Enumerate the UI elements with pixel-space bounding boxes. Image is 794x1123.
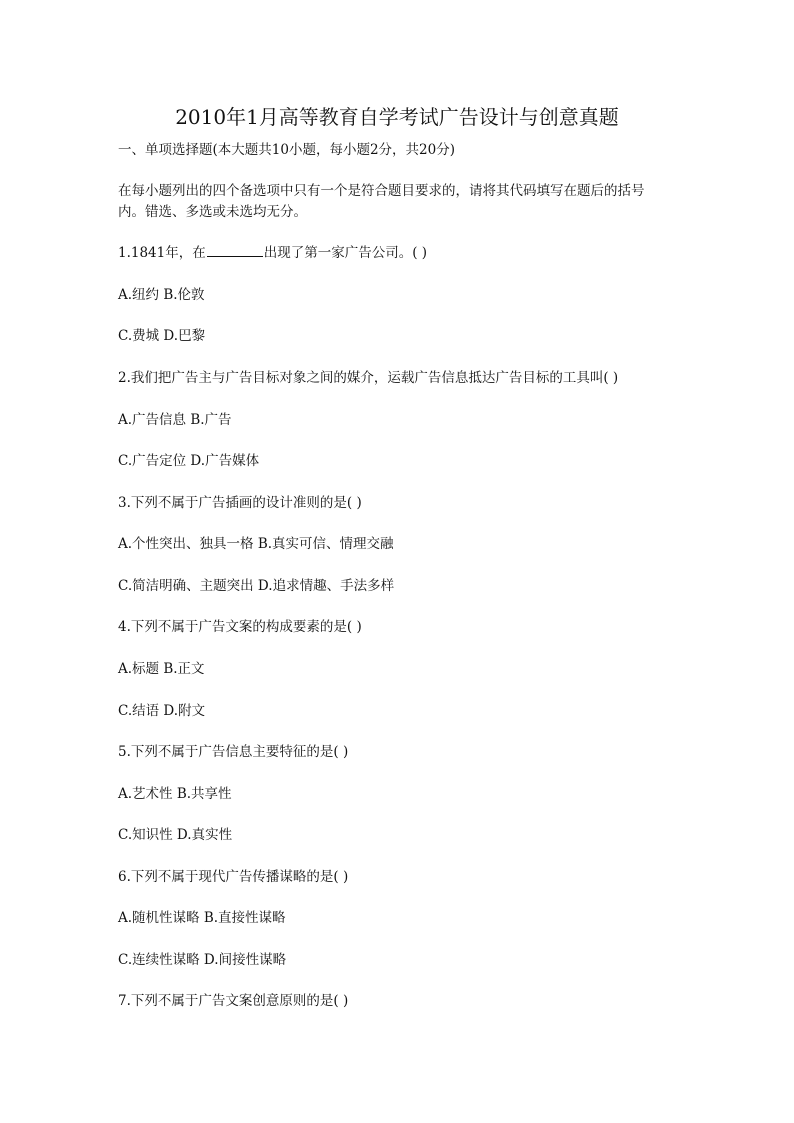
- question-5-stem: 5.下列不属于广告信息主要特征的是( ): [118, 744, 349, 760]
- question-2-stem: 2.我们把广告主与广告目标对象之间的媒介，运载广告信息抵达广告目标的工具叫( ): [118, 370, 619, 386]
- question-3-stem: 3.下列不属于广告插画的设计准则的是( ): [118, 495, 362, 511]
- question-1-options-cd: C.费城 D.巴黎: [118, 328, 206, 344]
- question-7-stem: 7.下列不属于广告文案创意原则的是( ): [118, 993, 349, 1009]
- answer-blank: [207, 244, 263, 257]
- question-1-stem-after: 出现了第一家广告公司。( ): [263, 245, 428, 261]
- question-6-options-ab: A.随机性谋略 B.直接性谋略: [118, 910, 286, 926]
- question-5-options-cd: C.知识性 D.真实性: [118, 827, 233, 843]
- question-1-stem: [118, 244, 427, 262]
- question-6-stem: 6.下列不属于现代广告传播谋略的是( ): [118, 869, 349, 885]
- question-2-options-cd: C.广告定位 D.广告媒体: [118, 453, 260, 469]
- instruction-line-2: 内。错选、多选或未选均无分。: [118, 204, 307, 220]
- question-6-options-cd: C.连续性谋略 D.间接性谋略: [118, 952, 287, 968]
- question-3-options-cd: C.简洁明确、主题突出 D.追求情趣、手法多样: [118, 578, 395, 594]
- question-2-options-ab: A.广告信息 B.广告: [118, 412, 232, 428]
- question-5-options-ab: A.艺术性 B.共享性: [118, 786, 232, 802]
- section-heading: 一、单项选择题(本大题共10小题，每小题2分，共20分): [118, 142, 455, 158]
- instruction-line-1: 在每小题列出的四个备选项中只有一个是符合题目要求的，请将其代码填写在题后的括号: [118, 183, 645, 199]
- question-4-options-ab: A.标题 B.正文: [118, 661, 205, 677]
- question-1-options-ab: A.纽约 B.伦敦: [118, 287, 205, 303]
- question-4-stem: 4.下列不属于广告文案的构成要素的是( ): [118, 619, 362, 635]
- question-4-options-cd: C.结语 D.附文: [118, 703, 206, 719]
- question-3-options-ab: A.个性突出、独具一格 B.真实可信、情理交融: [118, 536, 394, 552]
- question-1-stem-before: 1.1841年，在: [118, 245, 206, 261]
- document-title: 2010年1月高等教育自学考试广告设计与创意真题: [175, 105, 619, 129]
